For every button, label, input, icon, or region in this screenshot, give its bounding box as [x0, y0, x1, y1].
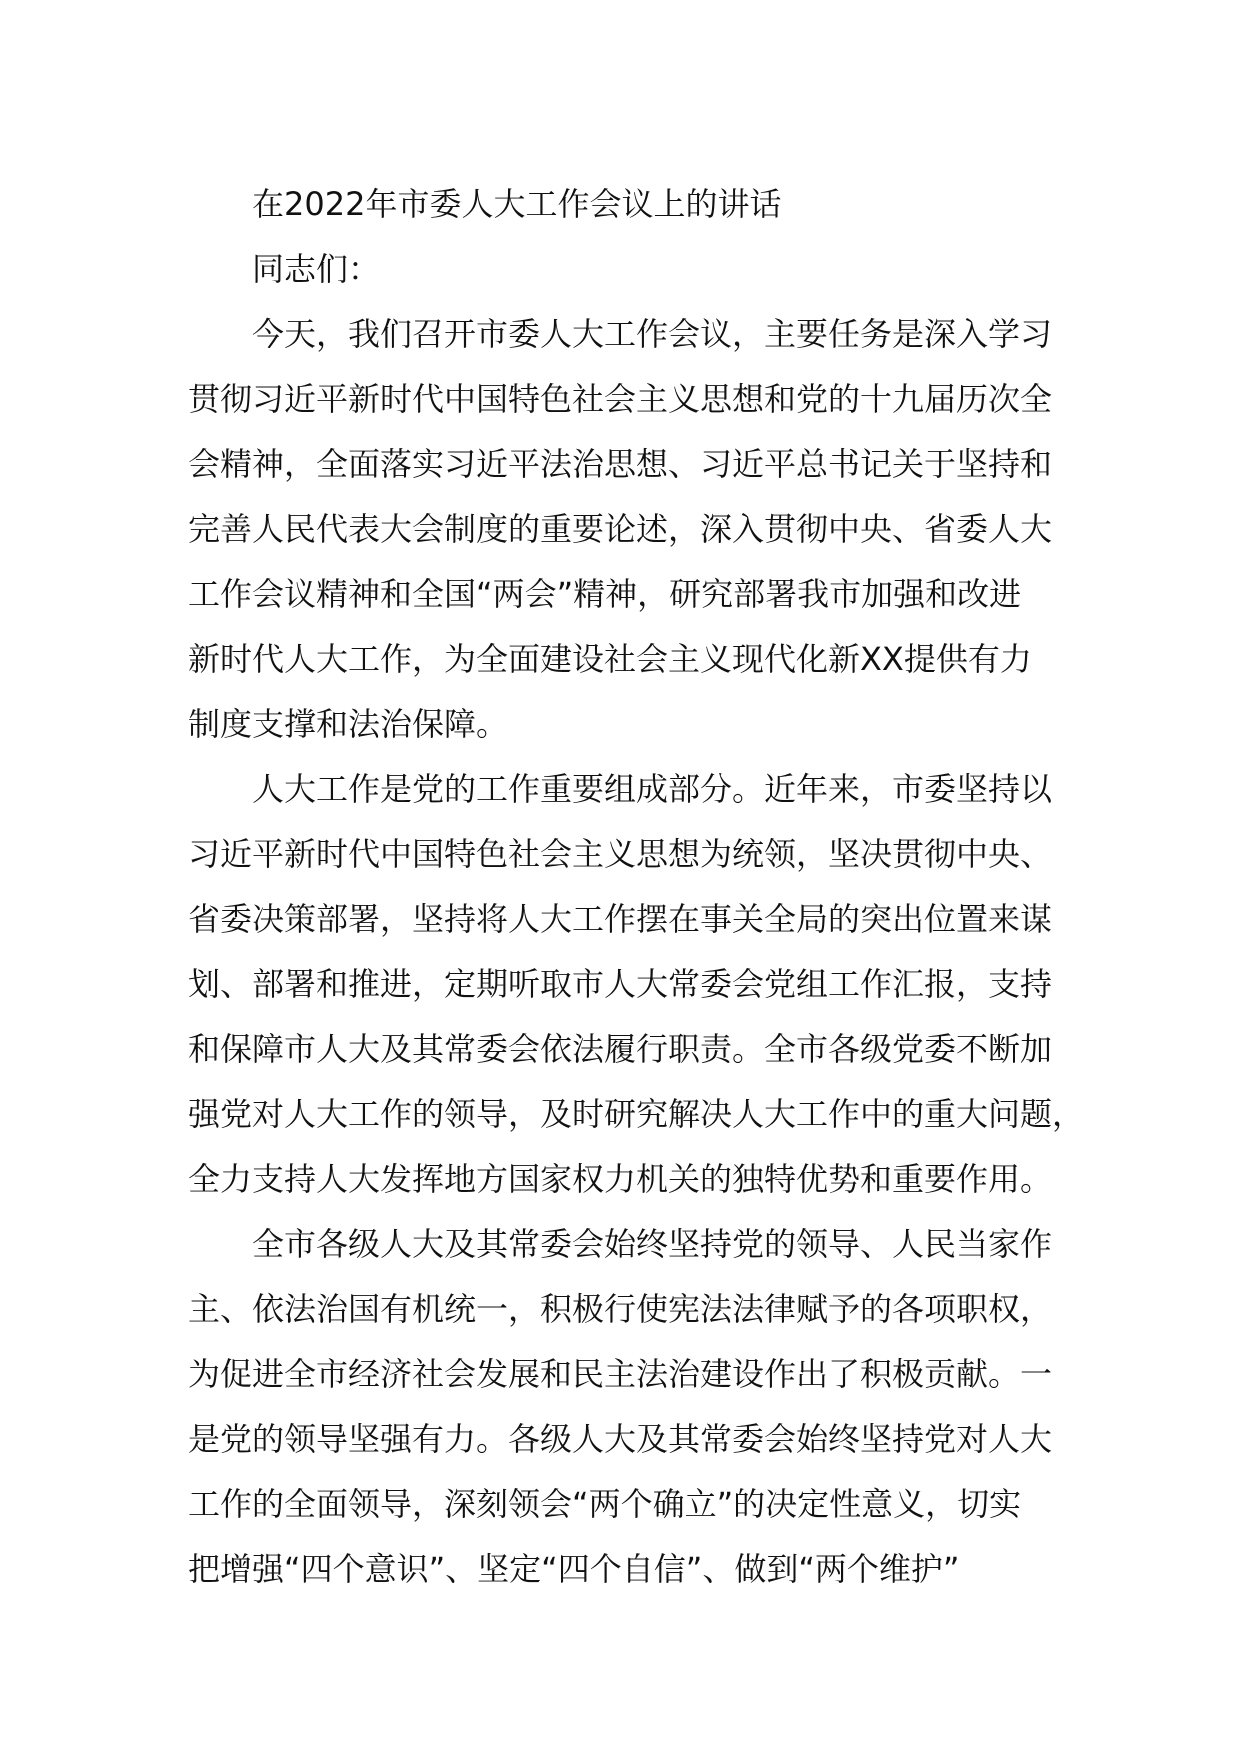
text-line: 划、部署和推进，定期听取市人大常委会党组工作汇报，支持: [188, 965, 1053, 1003]
text-line: 制度支撑和法治保障。: [188, 705, 509, 743]
text-line: 是党的领导坚强有力。各级人大及其常委会始终坚持党对人大: [188, 1420, 1053, 1458]
text-line: 为促进全市经济社会发展和民主法治建设作出了积极贡献。一: [188, 1355, 1053, 1393]
document-body: [188, 302, 1085, 1602]
text-line: 把增强“四个意识”、坚定“四个自信”、做到“两个维护”: [188, 1550, 960, 1588]
text-line: 新时代人大工作，为全面建设社会主义现代化新XX提供有力: [188, 640, 1032, 678]
text-line: 工作的全面领导，深刻领会“两个确立”的决定性意义，切实: [188, 1485, 1022, 1523]
document-page: [188, 172, 1085, 1602]
text-line: 今天，我们召开市委人大工作会议，主要任务是深入学习: [252, 315, 1053, 353]
text-line: 全市各级人大及其常委会始终坚持党的领导、人民当家作: [252, 1225, 1053, 1263]
text-line: 会精神，全面落实习近平法治思想、习近平总书记关于坚持和: [188, 445, 1053, 483]
text-line: 完善人民代表大会制度的重要论述，深入贯彻中央、省委人大: [188, 510, 1053, 548]
text-line: 全力支持人大发挥地方国家权力机关的独特优势和重要作用。: [188, 1160, 1053, 1198]
text-line: 主、依法治国有机统一，积极行使宪法法律赋予的各项职权，: [188, 1290, 1053, 1328]
document-title: 在2022年市委人大工作会议上的讲话: [252, 185, 782, 223]
salutation: 同志们：: [252, 250, 381, 288]
text-line: 和保障市人大及其常委会依法履行职责。全市各级党委不断加: [188, 1030, 1053, 1068]
text-line: 工作会议精神和全国“两会”精神，研究部署我市加强和改进: [188, 575, 1022, 613]
text-line: 强党对人大工作的领导，及时研究解决人大工作中的重大问题，: [188, 1095, 1085, 1133]
text-line: 省委决策部署，坚持将人大工作摆在事关全局的突出位置来谋: [188, 900, 1053, 938]
text-line: 人大工作是党的工作重要组成部分。近年来，市委坚持以: [252, 770, 1053, 808]
text-line: 习近平新时代中国特色社会主义思想为统领，坚决贯彻中央、: [188, 835, 1053, 873]
text-line: 贯彻习近平新时代中国特色社会主义思想和党的十九届历次全: [188, 380, 1053, 418]
